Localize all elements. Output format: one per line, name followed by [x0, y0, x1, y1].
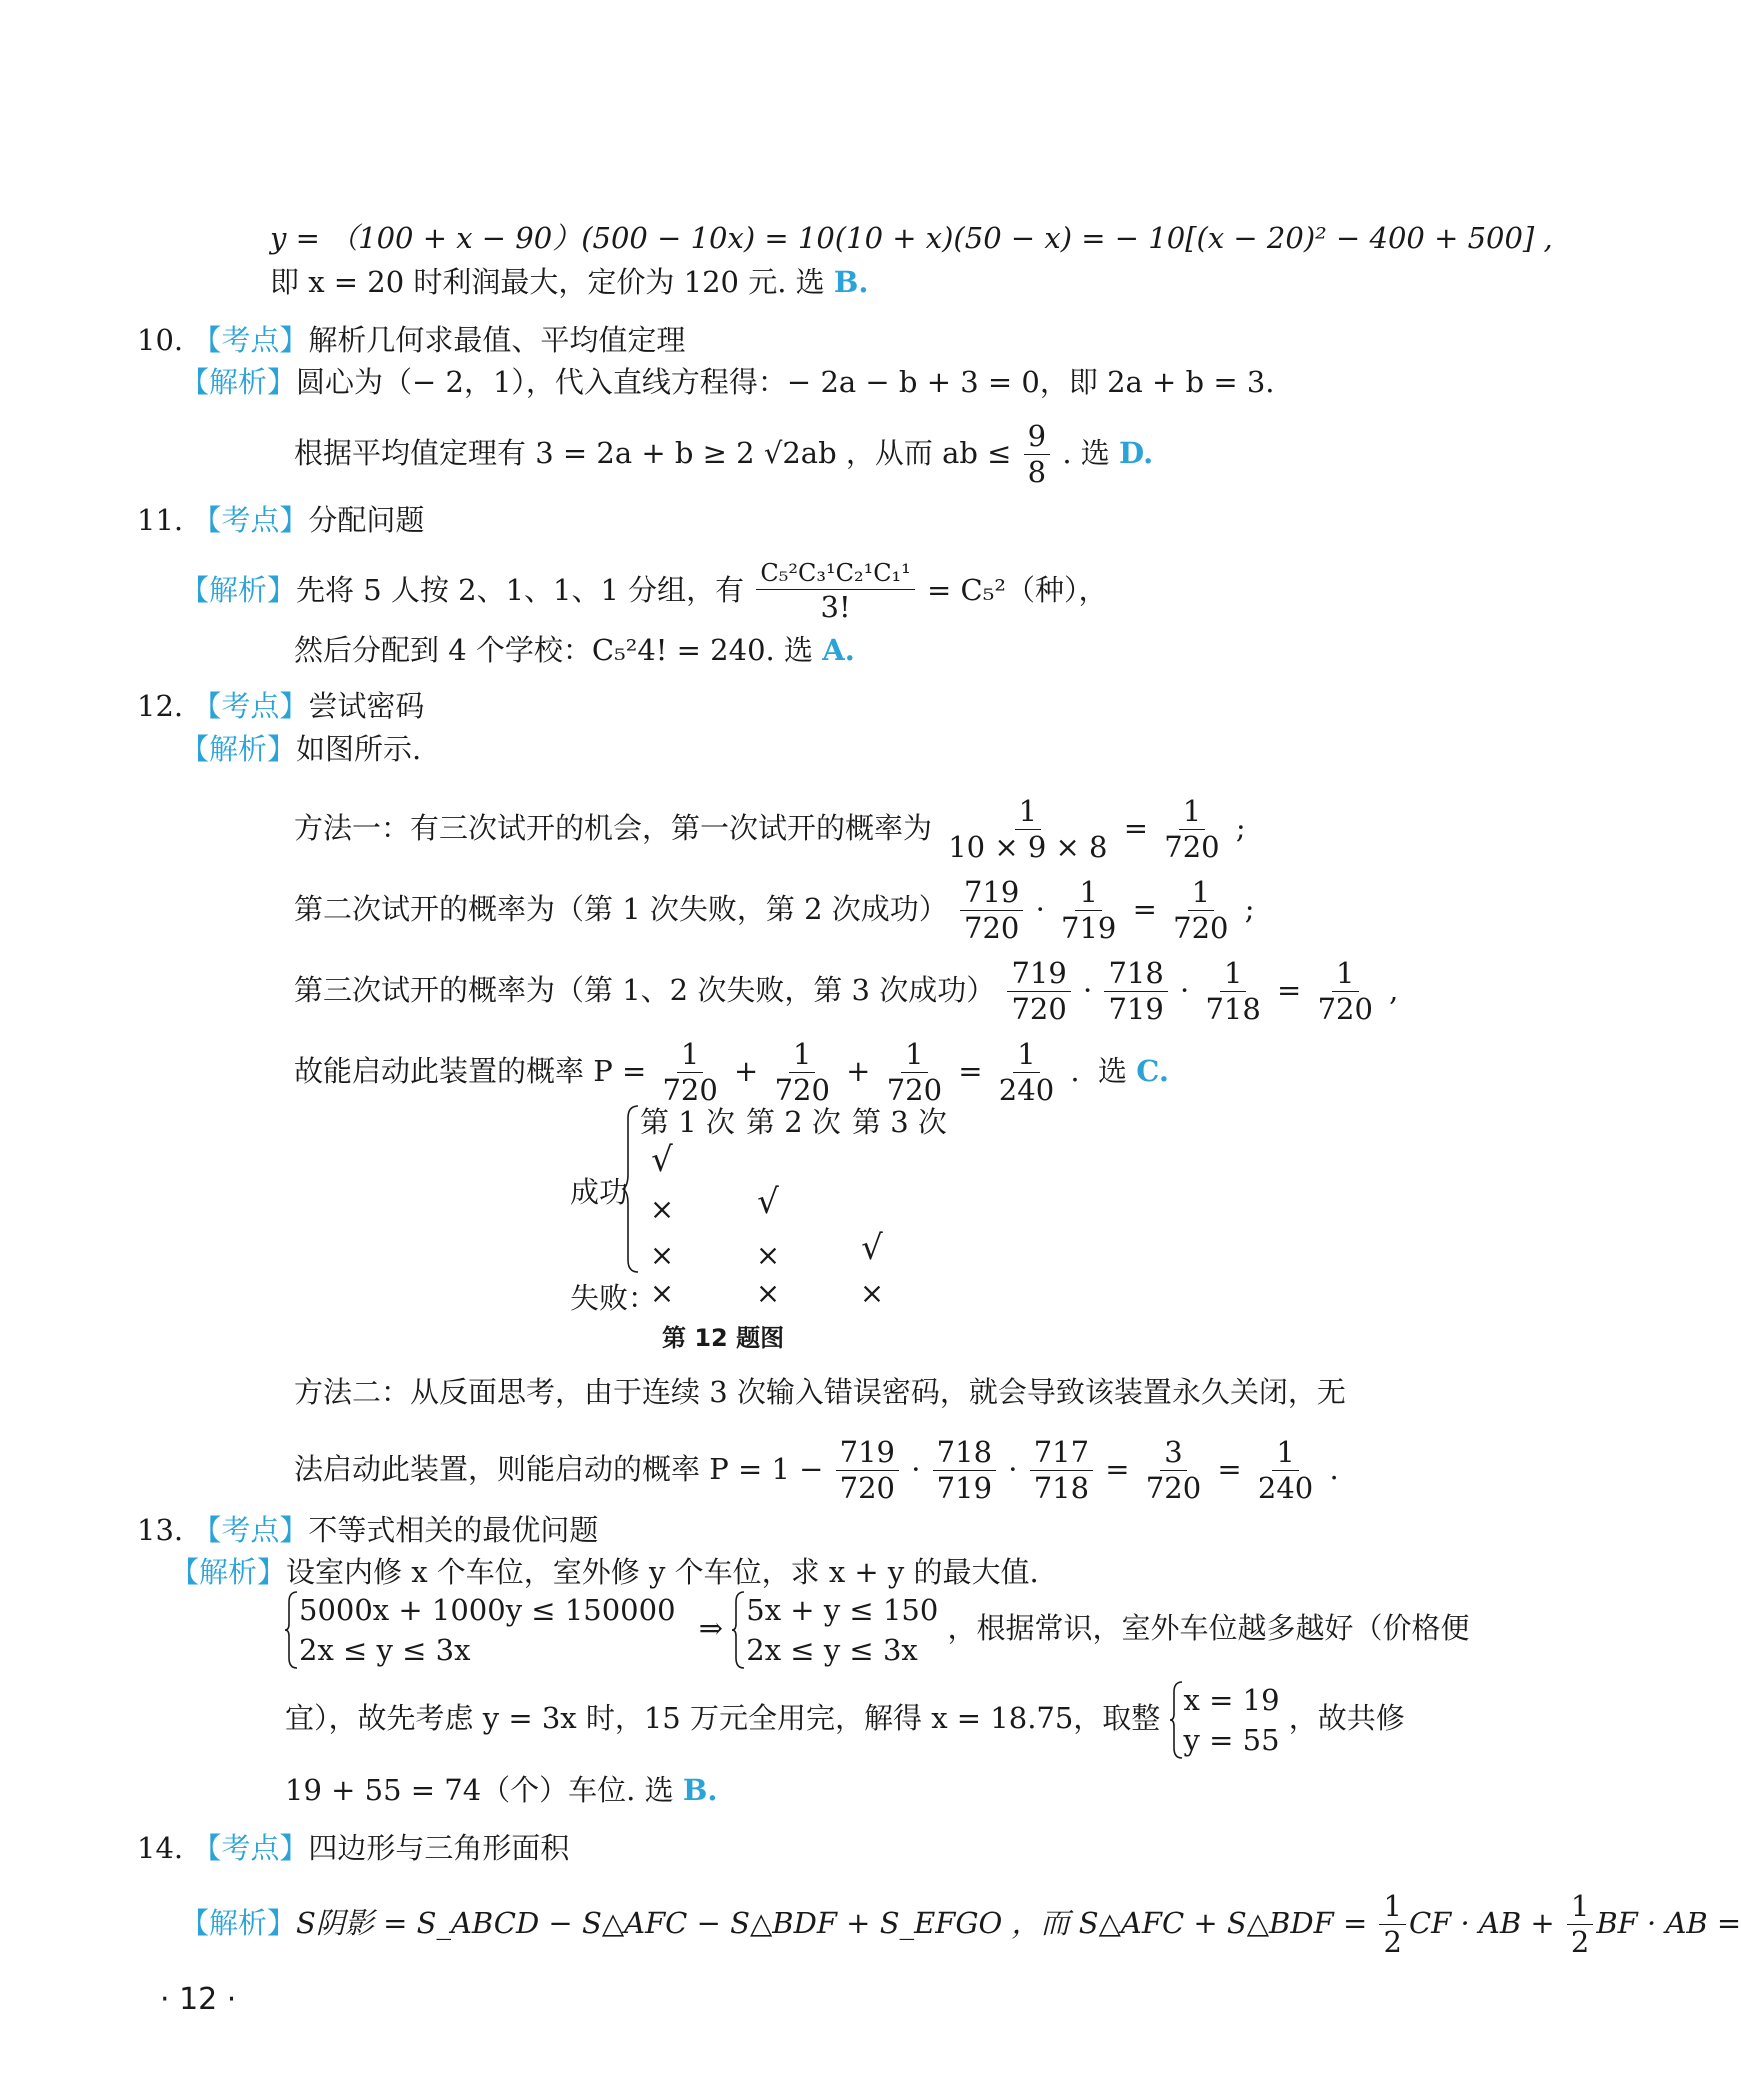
fig-success-label: 成功	[570, 1175, 629, 1209]
q12-method1-third: 第三次试开的概率为（第 1、2 次失败，第 3 次成功） $\frac{719}{720}$ · $\frac{718}{719}$ · $\frac{1}{718}$ = $\frac{1}{720}$ ,	[294, 956, 1399, 1027]
cross-mark: ×	[859, 1276, 885, 1310]
q12-number: 12.	[137, 689, 184, 723]
q14-jiexi-line: 【解析】S阴影 = S_ABCD − S△AFC − S△BDF + S_EFGO ，而 S△AFC + S△BDF = $\frac{1}{2}$ CF · AB + $\frac{1}{2}$ BF · AB =	[180, 1889, 1741, 1960]
q12-method2-line2: 法启动此装置，则能启动的概率 P = 1 − $\frac{719}{720}$ · $\frac{718}{719}$ · $\frac{717}{718}$ = $\frac{3}{720}$ = $\frac{1}{240}$ .	[294, 1435, 1339, 1506]
q12-figure-caption: 第 12 题图	[662, 1324, 785, 1352]
q13-system-2: 5x + y ≤ 150 2x ≤ y ≤ 3x	[732, 1590, 938, 1670]
q12-method1-second: 第二次试开的概率为（第 1 次失败，第 2 次成功） $\frac{719}{720}$ · $\frac{1}{719}$ = $\frac{1}{720}$ ;	[294, 875, 1255, 946]
kaodian-tag: 【考点】	[192, 689, 309, 723]
check-mark: √	[757, 1182, 779, 1222]
fig-header-1: 第 1 次	[640, 1105, 735, 1139]
fig-header-2: 第 2 次	[746, 1105, 841, 1139]
cross-mark: ×	[649, 1276, 675, 1310]
cross-mark: ×	[649, 1192, 675, 1226]
kaodian-tag: 【考点】	[192, 1831, 309, 1865]
q11-kaodian-line: 11. 【考点】分配问题	[137, 503, 425, 537]
check-mark: √	[651, 1140, 673, 1180]
q11-number: 11.	[137, 503, 184, 537]
q9-conclusion: 即 x = 20 时利润最大，定价为 120 元. 选 B.	[270, 265, 869, 299]
jiexi-tag: 【解析】	[180, 1905, 297, 1940]
q13-line3: 宜），故先考虑 y = 3x 时，15 万元全用完，解得 x = 18.75，取整 x = 19 y = 55 ，故共修	[285, 1680, 1405, 1760]
q14-number: 14.	[137, 1831, 184, 1865]
q13-answer: B.	[682, 1773, 718, 1807]
jiexi-tag: 【解析】	[180, 732, 297, 766]
q12-kaodian-line: 12. 【考点】尝试密码	[137, 689, 425, 723]
kaodian-tag: 【考点】	[192, 323, 309, 357]
q13-system-line: 5000x + 1000y ≤ 150000 2x ≤ y ≤ 3x ⇒ 5x + y ≤ 150 2x ≤ y ≤ 3x ，根据常识，室外车位越多越好（价格便	[285, 1590, 1470, 1670]
q12-method1: 方法一：有三次试开的机会，第一次试开的概率为 $\frac{1}{10 \times 9 \times 8}$ = $\frac{1}{720}$ ;	[294, 794, 1246, 865]
q11-answer: A.	[822, 633, 855, 667]
cross-mark: ×	[755, 1238, 781, 1272]
q13-number: 13.	[137, 1513, 184, 1547]
q11-jiexi-line: 【解析】先将 5 人按 2、1、1、1 分组，有 $\frac{\text{C₅²C₃¹C₂¹C₁¹}}{3!}$ = C₅²（种），	[180, 559, 1108, 624]
q12-jiexi-line: 【解析】如图所示.	[180, 732, 422, 766]
q10-jiexi-line: 【解析】圆心为（− 2，1），代入直线方程得：− 2a − b + 3 = 0，即 2a + b = 3.	[180, 365, 1275, 399]
q10-fraction: $\frac{9}{8}$	[1024, 420, 1050, 490]
cross-mark: ×	[649, 1238, 675, 1272]
q10-kaodian-line	[137, 320, 685, 360]
q10-number: 10.	[137, 323, 184, 357]
q9-answer: B.	[833, 265, 869, 299]
q12-answer: C.	[1136, 1053, 1169, 1088]
q12-figure	[570, 1100, 970, 1350]
q12-method1-total: 故能启动此装置的概率 P = $\frac{1}{720}$ + $\frac{1}{720}$ + $\frac{1}{720}$ = $\frac{1}{240}$ . 选 C.	[294, 1037, 1169, 1108]
kaodian-tag: 【考点】	[192, 1513, 309, 1547]
q14-kaodian-line: 14. 【考点】四边形与三角形面积	[137, 1831, 570, 1865]
jiexi-tag: 【解析】	[180, 365, 297, 399]
fig-fail-label: 失败：	[570, 1281, 658, 1315]
q13-system-3: x = 19 y = 55	[1170, 1680, 1280, 1760]
q11-fraction: $\frac{\text{C₅²C₃¹C₂¹C₁¹}}{3!}$	[756, 560, 914, 624]
fig-header-3: 第 3 次	[852, 1105, 947, 1139]
kaodian-tag: 【考点】	[192, 503, 309, 537]
q13-line4: 19 + 55 = 74（个）车位. 选 B.	[285, 1773, 718, 1807]
q13-kaodian-line: 13. 【考点】不等式相关的最优问题	[137, 1513, 599, 1547]
q12-method2-line1: 方法二：从反面思考，由于连续 3 次输入错误密码，就会导致该装置永久关闭，无	[294, 1375, 1346, 1409]
page-number: · 12 ·	[160, 1982, 237, 2017]
q10-line2: 根据平均值定理有 3 = 2a + b ≥ 2 √2ab ，从而 ab ≤ $\frac{9}{8}$ . 选 D.	[294, 419, 1154, 490]
q13-system-1: 5000x + 1000y ≤ 150000 2x ≤ y ≤ 3x	[285, 1590, 676, 1670]
check-mark: √	[861, 1228, 883, 1268]
q13-jiexi-line: 【解析】设室内修 x 个车位，室外修 y 个车位，求 x + y 的最大值.	[170, 1555, 1039, 1589]
q10-kaodian: 解析几何求最值、平均值定理	[308, 323, 686, 357]
q9-formula-line: y = （100 + x − 90）(500 − 10x) = 10(10 + x)(50 − x) = − 10[(x − 20)² − 400 + 500] ,	[270, 221, 1553, 255]
q11-line2: 然后分配到 4 个学校：C₅²4! = 240. 选 A.	[294, 633, 855, 667]
q10-answer: D.	[1119, 435, 1154, 470]
jiexi-tag: 【解析】	[180, 572, 297, 607]
jiexi-tag: 【解析】	[170, 1555, 287, 1589]
cross-mark: ×	[755, 1276, 781, 1310]
